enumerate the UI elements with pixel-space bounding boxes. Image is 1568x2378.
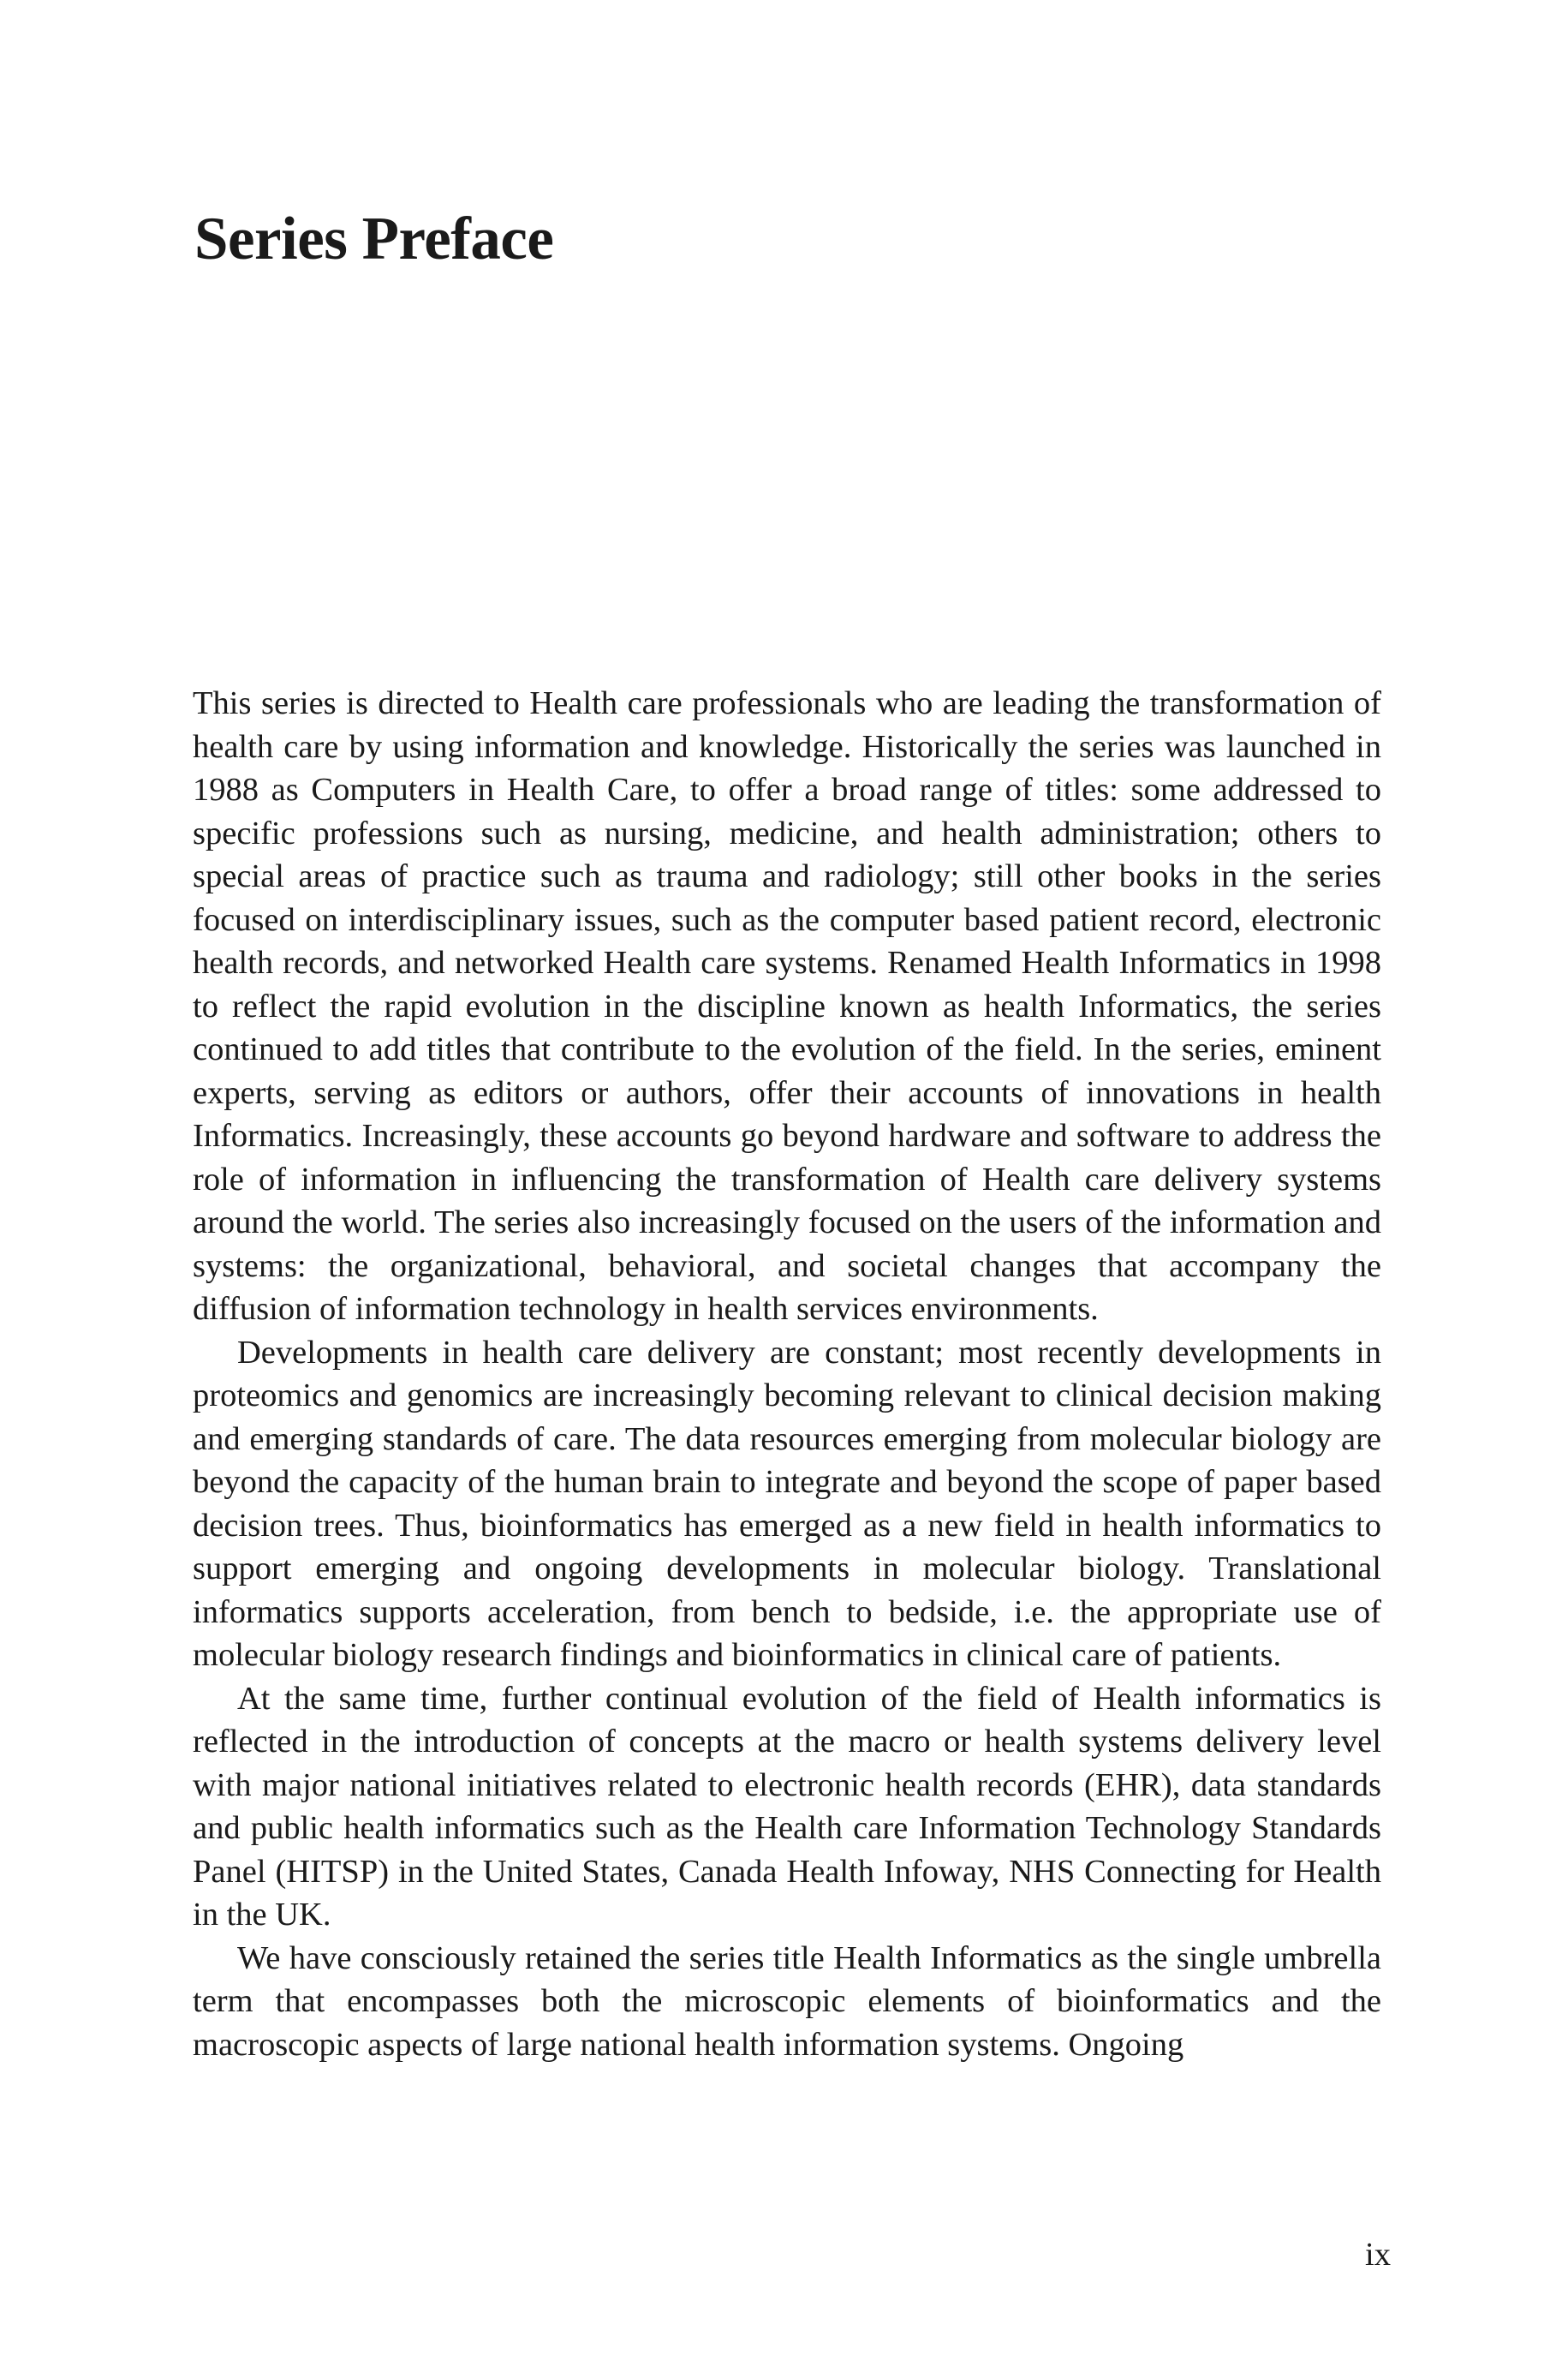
paragraph: At the same time, further continual evolution of the field of Health informatics is reflected in the introduction of concepts at the macro or health systems delivery level with major national initiatives related to electronic health records (EHR), data standards and public health informatics such as the Health care Information Technology Standards Panel (HITSP) in the United States, Canada Health Infoway, NHS Connecting for Health in the UK. [193,1680,1381,1933]
page-title: Series Preface [194,206,554,272]
paragraph: This series is directed to Health care professionals who are leading the transformation of health care by using information and knowledge. Historically the series was launched in 1988 as Computers in Health Care, to offer a broad range of titles: some addressed to specific professions such as nursing, medicine, and health administration; others to special areas of practice such as trauma and radiology; still other books in the series focused on interdisciplinary issues, such as the computer based patient record, electronic health records, and networked Health care systems. Renamed Health Informatics in 1998 to reflect the rapid evolution in the discipline known as health Informatics, the series continued to add titles that contribute to the evolution of the field. In the series, eminent experts, serving as editors or authors, offer their accounts of innovations in health Informatics. Increasingly, these accounts go beyond hardware and software to address the role of information in influencing the transformation of Health care delivery systems around the world. The series also increasingly focused on the users of the information and systems: the organizational, behavioral, and societal changes that accompany the diffusion of information technology in health services environments. [193,685,1381,1327]
page-number: ix [1365,2237,1391,2273]
paragraph: We have consciously retained the series title Health Informatics as the single umbrella term that encompasses both the microscopic elements of bioinformatics and the macroscopic aspects of large national health information systems. Ongoing [193,1939,1381,2063]
body-text [193,682,1381,2066]
paragraph: Developments in health care delivery are constant; most recently developments in proteomics and genomics are increasingly becoming relevant to clinical decision making and emerging standards of care. The data resources emerging from molecular biology are beyond the capacity of the human brain to integrate and beyond the scope of paper based decision trees. Thus, bioinformatics has emerged as a new field in health informatics to support emerging and ongoing developments in molecular biology. Translational informatics supports acceleration, from bench to bedside, i.e. the appropriate use of molecular biology research findings and bioinformatics in clinical care of patients. [193,1334,1381,1673]
